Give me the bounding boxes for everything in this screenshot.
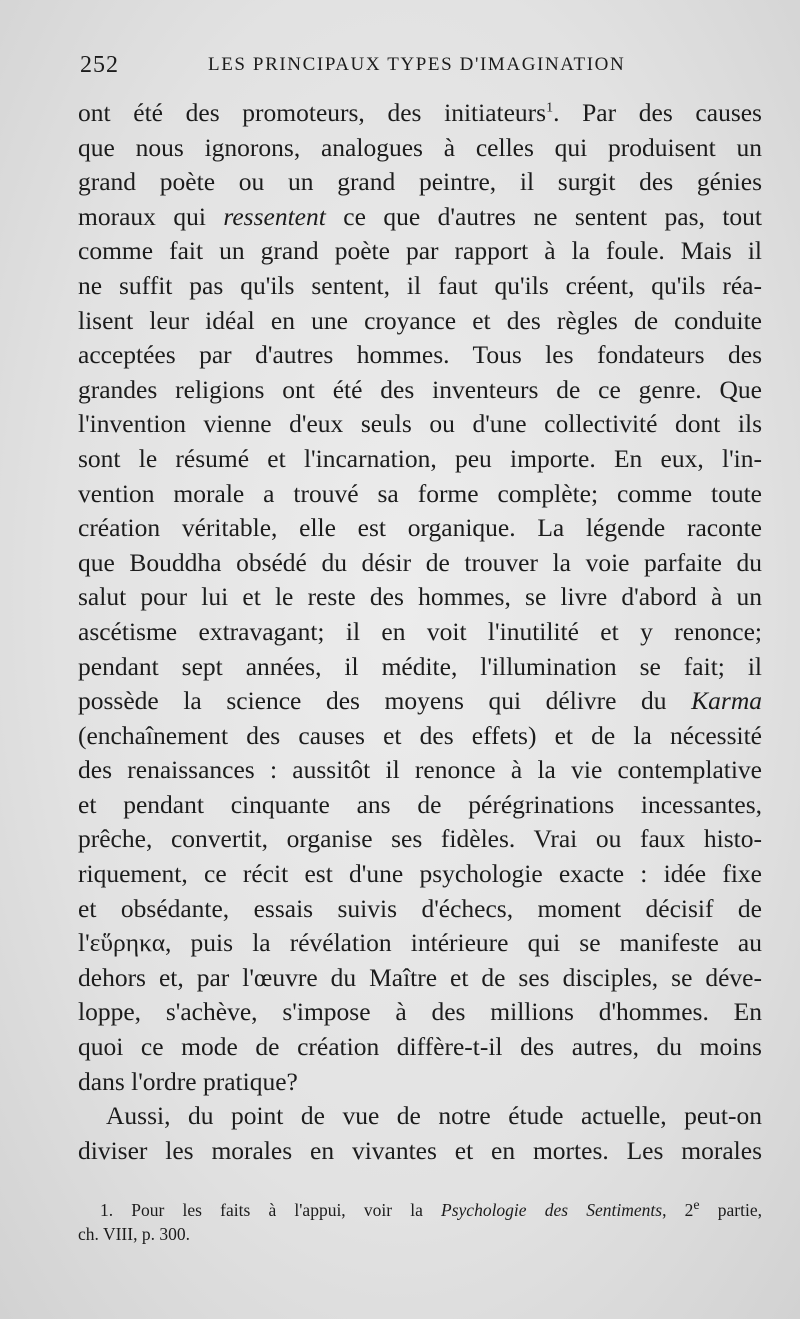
- text-line: pendant sept années, il médite, l'illumination se fait; il: [78, 651, 762, 681]
- text-line: moraux qui ressentent ce que d'autres ne sentent pas, tout: [78, 201, 762, 231]
- text-line: loppe, s'achève, s'impose à des millions d'hommes. En: [78, 997, 762, 1027]
- text-line: création véritable, elle est organique. La légende raconte: [78, 513, 762, 543]
- page-header: [80, 52, 760, 88]
- footnote-text: 1. Pour les faits à l'appui, voir la Psychologie des Sentiments, 2e partie,: [100, 1198, 762, 1220]
- text-line: que nous ignorons, analogues à celles qui produisent un: [78, 132, 762, 162]
- text-line: acceptées par d'autres hommes. Tous les fondateurs des: [78, 340, 762, 370]
- page-number: 252: [80, 52, 119, 78]
- text-line: prêche, convertit, organise ses fidèles. Vrai ou faux histo-: [78, 824, 762, 854]
- text-line: ne suffit pas qu'ils sentent, il faut qu'ils créent, qu'ils réa-: [78, 270, 762, 300]
- text-line: lisent leur idéal en une croyance et des règles de conduite: [78, 305, 762, 335]
- text-line: salut pour lui et le reste des hommes, se livre d'abord à un: [78, 582, 762, 612]
- text-line: l'εὕρηκα, puis la révélation intérieure qui se manifeste au: [78, 928, 762, 958]
- text-line: grand poète ou un grand peintre, il surgit des génies: [78, 167, 762, 197]
- text-line: vention morale a trouvé sa forme complète; comme toute: [78, 478, 762, 508]
- text-line: ascétisme extravagant; il en voit l'inutilité et y renonce;: [78, 616, 762, 646]
- text-line: diviser les morales en vivantes et en mortes. Les morales: [78, 1135, 762, 1165]
- text-line: Aussi, du point de vue de notre étude actuelle, peut-on: [106, 1101, 762, 1131]
- footnote-line: [78, 1198, 762, 1222]
- text-line: (enchaînement des causes et des effets) et de la nécessité: [78, 720, 762, 750]
- text-line: et pendant cinquante ans de pérégrinations incessantes,: [78, 789, 762, 819]
- footnote: [78, 1198, 762, 1246]
- text-line: possède la science des moyens qui délivre du Karma: [78, 686, 762, 716]
- text-line: dehors et, par l'œuvre du Maître et de ses disciples, se déve-: [78, 962, 762, 992]
- text-line: des renaissances : aussitôt il renonce à la vie contemplative: [78, 755, 762, 785]
- text-line: grandes religions ont été des inventeurs de ce genre. Que: [78, 374, 762, 404]
- text-line: l'invention vienne d'eux seuls ou d'une collectivité dont ils: [78, 409, 762, 439]
- footnote-line: ch. VIII, p. 300.: [78, 1224, 190, 1244]
- running-title: LES PRINCIPAUX TYPES D'IMAGINATION: [208, 54, 626, 75]
- text-line: dans l'ordre pratique?: [78, 1066, 298, 1096]
- text-line: riquement, ce récit est d'une psychologie exacte : idée fixe: [78, 859, 762, 889]
- text-line: ont été des promoteurs, des initiateurs$^1$. Par des causes: [78, 98, 762, 127]
- text-line: comme fait un grand poète par rapport à la foule. Mais il: [78, 236, 762, 266]
- body-text: [78, 96, 762, 1168]
- text-line: quoi ce mode de création diffère-t-il des autres, du moins: [78, 1032, 762, 1062]
- text-line: sont le résumé et l'incarnation, peu importe. En eux, l'in-: [78, 443, 762, 473]
- text-line: et obsédante, essais suivis d'échecs, moment décisif de: [78, 893, 762, 923]
- text-line: que Bouddha obsédé du désir de trouver la voie parfaite du: [78, 547, 762, 577]
